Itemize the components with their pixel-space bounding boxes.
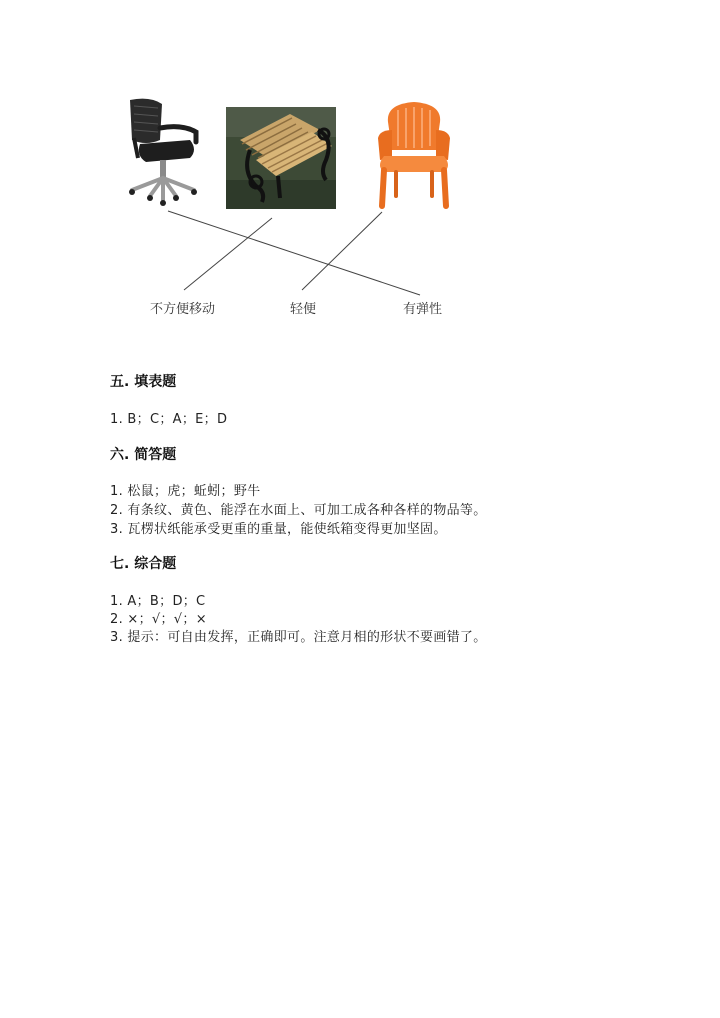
label-immovable: 不方便移动 — [150, 302, 216, 317]
matching-diagram — [0, 0, 720, 340]
match-line-office-chair — [168, 211, 420, 295]
section-six-answer-2: 2. 有条纹、黄色、能浮在水面上、可加工成各种各样的物品等。 — [110, 503, 487, 518]
bench-icon — [226, 107, 336, 209]
section-seven-answer-3: 3. 提示：可自由发挥，正确即可。注意月相的形状不要画错了。 — [110, 630, 487, 645]
label-elastic: 有弹性 — [403, 302, 443, 317]
section-five-title: 五. 填表题 — [110, 374, 177, 390]
section-seven-answer-1: 1. A；B；D；C — [110, 594, 206, 609]
label-light: 轻便 — [290, 302, 317, 317]
section-six-answer-1: 1. 松鼠；虎；蚯蚓；野牛 — [110, 484, 261, 499]
office-chair-icon — [129, 99, 197, 206]
section-six-answer-3: 3. 瓦楞状纸能承受更重的重量，能使纸箱变得更加坚固。 — [110, 522, 447, 537]
plastic-chair-icon — [378, 102, 450, 206]
section-seven-title: 七. 综合题 — [110, 556, 177, 572]
section-seven-answer-2: 2. ×；√；√；× — [110, 612, 207, 627]
section-five-answer-1: 1. B；C；A；E；D — [110, 412, 228, 427]
matching-figure — [0, 0, 720, 340]
section-six-title: 六. 简答题 — [110, 447, 177, 463]
match-line-bench — [184, 218, 272, 290]
